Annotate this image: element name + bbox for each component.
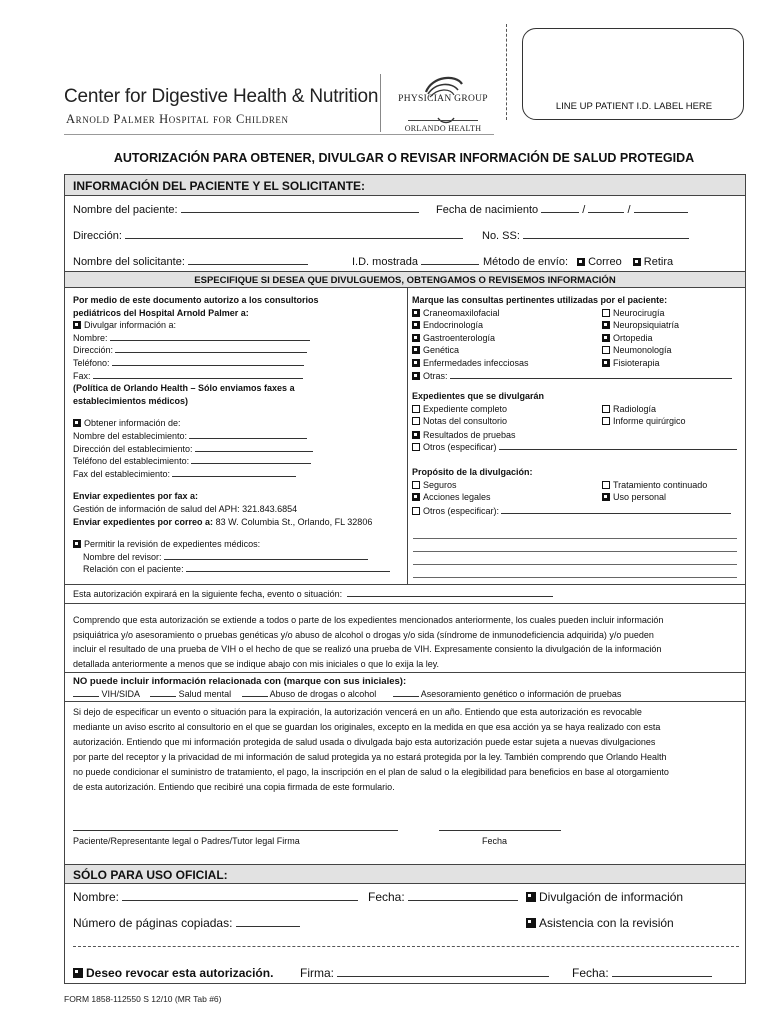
patient-relation-label: Relación con el paciente: <box>83 564 184 575</box>
facility-address-label: Dirección del establecimiento: <box>73 443 193 454</box>
purpose-blank-line[interactable] <box>413 564 737 565</box>
understanding-line: incluir el resultado de una prueba de VIH o el hecho de que se realizó una prueba de VIH. Expresamente consiento la divulgación de la información <box>73 644 662 654</box>
facility-fax-field[interactable] <box>172 468 296 477</box>
consult-other-label: Otras: <box>423 370 448 381</box>
patient-name-field[interactable] <box>181 204 419 213</box>
obtain-label: Obtener información de: <box>84 418 181 429</box>
purpose-left-list <box>412 479 491 504</box>
no-include-item: Abuso de drogas o alcohol <box>269 689 377 699</box>
official-name-row <box>73 890 358 904</box>
expiration-row <box>73 588 553 601</box>
expiration-label: Esta autorización expirará en la siguiente fecha, evento o situación: <box>73 589 343 599</box>
address-row <box>73 230 463 242</box>
reviewer-name-field[interactable] <box>164 551 368 560</box>
logo-divider <box>380 74 381 132</box>
purpose-label: Acciones legales <box>423 492 491 503</box>
record-label: Informe quirúrgico <box>613 416 686 427</box>
consult-checkbox[interactable] <box>602 359 610 367</box>
purpose-label: Uso personal <box>613 492 667 503</box>
signature-line[interactable] <box>73 830 398 831</box>
patient-relation-field[interactable] <box>186 563 390 572</box>
patient-name-label: Nombre del paciente: <box>73 204 178 216</box>
send-fax-value: Gestión de información de salud del APH: 321.843.6854 <box>73 503 298 514</box>
requester-row <box>73 256 308 268</box>
official-heading-bar <box>65 864 745 884</box>
record-label: Resultados de pruebas <box>423 429 516 440</box>
pickup-label: Retira <box>643 256 674 268</box>
consult-checkbox[interactable] <box>602 346 610 354</box>
consult-heading: Marque las consultas pertinentes utilizadas por el paciente: <box>412 295 668 305</box>
specify-heading: ESPECIFIQUE SI DESEA QUE DIVULGUEMOS, OBTENGAMOS O REVISEMOS INFORMACIÓN <box>194 275 616 286</box>
initials-field[interactable] <box>150 688 176 697</box>
ssn-field[interactable] <box>523 230 689 239</box>
column-divider <box>407 288 408 584</box>
purpose-blank-line[interactable] <box>413 577 737 578</box>
section-divider <box>65 672 745 673</box>
logo-text-physician: PHYSICIAN GROUP <box>398 94 488 104</box>
consult-label: Gastroenterología <box>423 332 496 343</box>
initials-field[interactable] <box>73 688 99 697</box>
birth-day-field[interactable] <box>588 204 624 213</box>
purpose-checkbox[interactable] <box>412 481 420 489</box>
initials-field[interactable] <box>393 688 419 697</box>
ssn-label: No. SS: <box>482 230 520 242</box>
revoke-signature-label: Firma: <box>300 966 334 980</box>
signature-date-label: Fecha <box>482 836 508 846</box>
send-fax-label: Enviar expedientes por fax a: <box>73 491 199 502</box>
purpose-checkbox[interactable] <box>602 493 610 501</box>
disclose-label: Divulgar información a: <box>84 320 177 331</box>
consult-label: Neurocirugía <box>613 307 665 318</box>
no-include-items <box>73 688 621 701</box>
no-include-item: Asesoramiento genético o información de pruebas <box>420 689 622 699</box>
patient-label-box <box>522 28 744 120</box>
expiry-line: no puede condicionar el suministro de tratamiento, el pago, la inscripción en el plan de salud o la elegibilidad para beneficios en base al otorgamiento <box>73 767 669 777</box>
logo-rule <box>408 120 478 121</box>
disclose-fax-label: Fax: <box>73 370 91 381</box>
consult-label: Craneomaxilofacial <box>423 307 500 318</box>
record-other-field[interactable] <box>499 441 737 450</box>
expiry-line: Si dejo de especificar un evento o situación para la expiración, la autorización vencerá en un año. Entiendo que esta autorización es revocable <box>73 707 642 717</box>
revoke-checkbox[interactable] <box>73 968 83 978</box>
disclose-name-label: Nombre: <box>73 332 108 343</box>
initials-field[interactable] <box>242 688 268 697</box>
facility-address-field[interactable] <box>195 443 313 452</box>
records-heading: Expedientes que se divulgarán <box>412 391 545 402</box>
birth-date-row: Fecha de nacimiento / / <box>436 204 688 216</box>
specify-heading-bar <box>65 271 745 288</box>
record-label: Notas del consultorio <box>423 416 508 427</box>
official-date-field[interactable] <box>408 890 518 901</box>
policy-line-1: (Política de Orlando Health – Sólo enviamos faxes a <box>73 383 295 394</box>
record-checkbox[interactable] <box>412 417 420 425</box>
birth-date-label: Fecha de nacimiento <box>436 204 539 216</box>
pages-copied-row <box>73 916 300 930</box>
purpose-heading: Propósito de la divulgación: <box>412 466 533 477</box>
expiry-paragraph <box>73 705 743 795</box>
consult-label: Ortopedia <box>613 332 653 343</box>
purpose-other-label: Otros (especificar): <box>423 505 500 516</box>
disclose-address-field[interactable] <box>115 344 307 353</box>
disclosure-label: Divulgación de información <box>539 890 684 904</box>
birth-month-field[interactable] <box>541 204 579 213</box>
allow-review-checkbox[interactable] <box>73 540 81 548</box>
purpose-other-checkbox[interactable] <box>412 507 420 515</box>
understanding-line: psiquiátrica y/o asesoramiento o pruebas genéticas y/o abuso de alcohol o drogas y/o sida (síndrome de inmunodeficiencia adquirida) y/o pueden <box>73 629 654 640</box>
address-label: Dirección: <box>73 230 122 242</box>
understanding-line: Comprendo que esta autorización se extiende a todos o parte de los expedientes mencionados anteriormente, los cuales pueden incluir información <box>73 615 664 625</box>
official-name-field[interactable] <box>122 890 358 901</box>
disclose-fax-field[interactable] <box>93 370 303 379</box>
pages-copied-label: Número de páginas copiadas: <box>73 916 233 930</box>
revoke-date-label: Fecha: <box>572 966 609 980</box>
review-attendance-row <box>526 916 674 930</box>
patient-section-heading-bar <box>65 175 745 196</box>
requester-field[interactable] <box>188 256 308 265</box>
consult-checkbox[interactable] <box>602 321 610 329</box>
logo-text-orlando: ORLANDO HEALTH <box>404 124 482 133</box>
consult-checkbox[interactable] <box>602 309 610 317</box>
revoke-dashed-separator <box>73 946 739 947</box>
section-divider <box>65 603 745 604</box>
expiration-field[interactable] <box>347 588 553 597</box>
official-date-row <box>368 890 518 904</box>
consult-checkbox[interactable] <box>412 309 420 317</box>
official-date-label: Fecha: <box>368 890 405 904</box>
understanding-paragraph <box>73 613 743 671</box>
pages-copied-field[interactable] <box>236 916 300 927</box>
record-checkbox[interactable] <box>412 431 420 439</box>
authorize-line-2: pediátricos del Hospital Arnold Palmer a: <box>73 307 249 318</box>
send-method-row <box>483 256 673 268</box>
id-shown-row <box>352 256 479 268</box>
expiry-line: mediante un aviso escrito al consultorio en el que se guardan los originales, excepto en la medida en que esa acción ya se haya realizado con esta <box>73 722 661 732</box>
reviewer-name-label: Nombre del revisor: <box>83 551 162 562</box>
right-column <box>412 294 742 517</box>
consult-checkbox[interactable] <box>412 346 420 354</box>
expiry-line: autorización. Entiendo que mi información protegida de salud usada o divulgada bajo esta autorización puede estar sujeta a nuevas divulgaciones <box>73 737 656 747</box>
consults-left-list <box>412 307 529 370</box>
purpose-label: Seguros <box>423 479 457 490</box>
obtain-checkbox[interactable] <box>73 419 81 427</box>
send-method-label: Método de envío: <box>483 256 569 268</box>
official-name-label: Nombre: <box>73 890 120 904</box>
disclose-checkbox[interactable] <box>73 321 81 329</box>
revoke-signature-row <box>300 966 549 980</box>
org-subtitle: Arnold Palmer Hospital for Children <box>66 112 289 126</box>
policy-line-2: establecimientos médicos) <box>73 395 189 406</box>
disclose-address-label: Dirección: <box>73 345 114 356</box>
requester-label: Nombre del solicitante: <box>73 256 185 268</box>
record-checkbox[interactable] <box>412 405 420 413</box>
records-left-list <box>412 403 507 428</box>
send-mail-value: 83 W. Columbia St., Orlando, FL 32806 <box>215 516 373 527</box>
birth-year-field[interactable] <box>634 204 688 213</box>
disclose-phone-label: Teléfono: <box>73 357 110 368</box>
consult-label: Neuropsiquiatría <box>613 320 680 331</box>
understanding-line: detallada anteriormente a menos que se indique abajo con mis iniciales o que lo exija la ley. <box>73 658 440 669</box>
label-box-text: LINE UP PATIENT I.D. LABEL HERE <box>555 101 713 112</box>
consult-label: Enfermedades infecciosas <box>423 357 529 368</box>
form-title: AUTORIZACIÓN PARA OBTENER, DIVULGAR O REVISAR INFORMACIÓN DE SALUD PROTEGIDA <box>113 151 695 165</box>
org-title: Center for Digestive Health & Nutrition <box>64 86 379 107</box>
consult-label: Genética <box>423 345 460 356</box>
disclose-name-field[interactable] <box>110 332 310 341</box>
address-field[interactable] <box>125 230 463 239</box>
revoke-date-field[interactable] <box>612 966 712 977</box>
review-attendance-label: Asistencia con la revisión <box>539 916 674 930</box>
purpose-blank-line[interactable] <box>413 551 737 552</box>
purpose-right-list <box>602 479 707 504</box>
consult-checkbox[interactable] <box>412 359 420 367</box>
signature-date-line[interactable] <box>439 830 561 831</box>
consult-label: Neumonología <box>613 345 672 356</box>
mail-label: Correo <box>588 256 622 268</box>
left-column <box>73 294 403 576</box>
mail-checkbox[interactable] <box>577 258 585 266</box>
allow-review-label: Permitir la revisión de expedientes médicos: <box>84 539 261 550</box>
revoke-signature-field[interactable] <box>337 966 549 977</box>
authorize-line-1: Por medio de este documento autorizo a los consultorios <box>73 295 319 305</box>
consult-checkbox[interactable] <box>602 334 610 342</box>
patient-section-heading: INFORMACIÓN DEL PACIENTE Y EL SOLICITANTE: <box>73 179 366 193</box>
record-other-checkbox[interactable] <box>412 443 420 451</box>
id-shown-label: I.D. mostrada <box>352 256 419 268</box>
record-label: Expediente completo <box>423 403 508 414</box>
section-divider <box>65 701 745 702</box>
consult-label: Fisioterapia <box>613 357 660 368</box>
id-shown-field[interactable] <box>421 256 479 265</box>
revoke-row <box>73 966 273 980</box>
purpose-checkbox[interactable] <box>602 481 610 489</box>
patient-name-row <box>73 204 419 216</box>
send-mail-label: Enviar expedientes por correo a: <box>73 516 214 527</box>
purpose-label: Tratamiento continuado <box>613 479 708 490</box>
facility-phone-field[interactable] <box>191 455 311 464</box>
consult-checkbox[interactable] <box>412 321 420 329</box>
consult-checkbox[interactable] <box>412 334 420 342</box>
physician-group-logo <box>398 70 488 140</box>
disclosure-checkbox[interactable] <box>526 892 536 902</box>
official-heading: SÓLO PARA USO OFICIAL: <box>73 868 228 882</box>
purpose-checkbox[interactable] <box>412 493 420 501</box>
record-other-label: Otros (especificar) <box>423 442 497 453</box>
review-attendance-checkbox[interactable] <box>526 918 536 928</box>
revoke-label: Deseo revocar esta autorización. <box>86 966 274 980</box>
facility-name-label: Nombre del establecimiento: <box>73 430 188 441</box>
consult-label: Endocrinología <box>423 320 484 331</box>
facility-phone-label: Teléfono del establecimiento: <box>73 456 190 467</box>
no-include-item: Salud mental <box>178 689 232 699</box>
no-include-item: VIH/SIDA <box>101 689 140 699</box>
expiry-line: por parte del receptor y la privacidad de mi información de salud protegida ya no estará protegida por la ley. También comprendo que Orlando Health <box>73 752 667 762</box>
facility-name-field[interactable] <box>189 430 307 439</box>
form-number: FORM 1858-112550 S 12/10 (MR Tab #6) <box>64 994 222 1004</box>
consult-other-checkbox[interactable] <box>412 372 420 380</box>
purpose-blank-line[interactable] <box>413 538 737 539</box>
revoke-date-row <box>572 966 712 980</box>
section-divider <box>65 584 745 585</box>
expiry-line: de esta autorización. Entiendo que recibiré una copia firmada de este formulario. <box>73 782 395 792</box>
signer-label: Paciente/Representante legal o Padres/Tutor legal Firma <box>73 836 300 846</box>
disclose-phone-field[interactable] <box>112 357 304 366</box>
official-disclosure-row <box>526 890 683 904</box>
record-checkbox[interactable] <box>602 405 610 413</box>
pickup-checkbox[interactable] <box>633 258 641 266</box>
label-dashed-separator <box>506 24 507 120</box>
ssn-row <box>482 230 689 242</box>
facility-fax-label: Fax del establecimiento: <box>73 468 171 479</box>
purpose-other-field[interactable] <box>501 505 731 514</box>
consults-right-list <box>602 307 679 370</box>
records-right-list <box>602 403 686 428</box>
record-label: Radiología <box>613 403 657 414</box>
record-checkbox[interactable] <box>602 417 610 425</box>
no-include-heading: NO puede incluir información relacionada con (marque con sus iniciales): <box>73 676 407 687</box>
